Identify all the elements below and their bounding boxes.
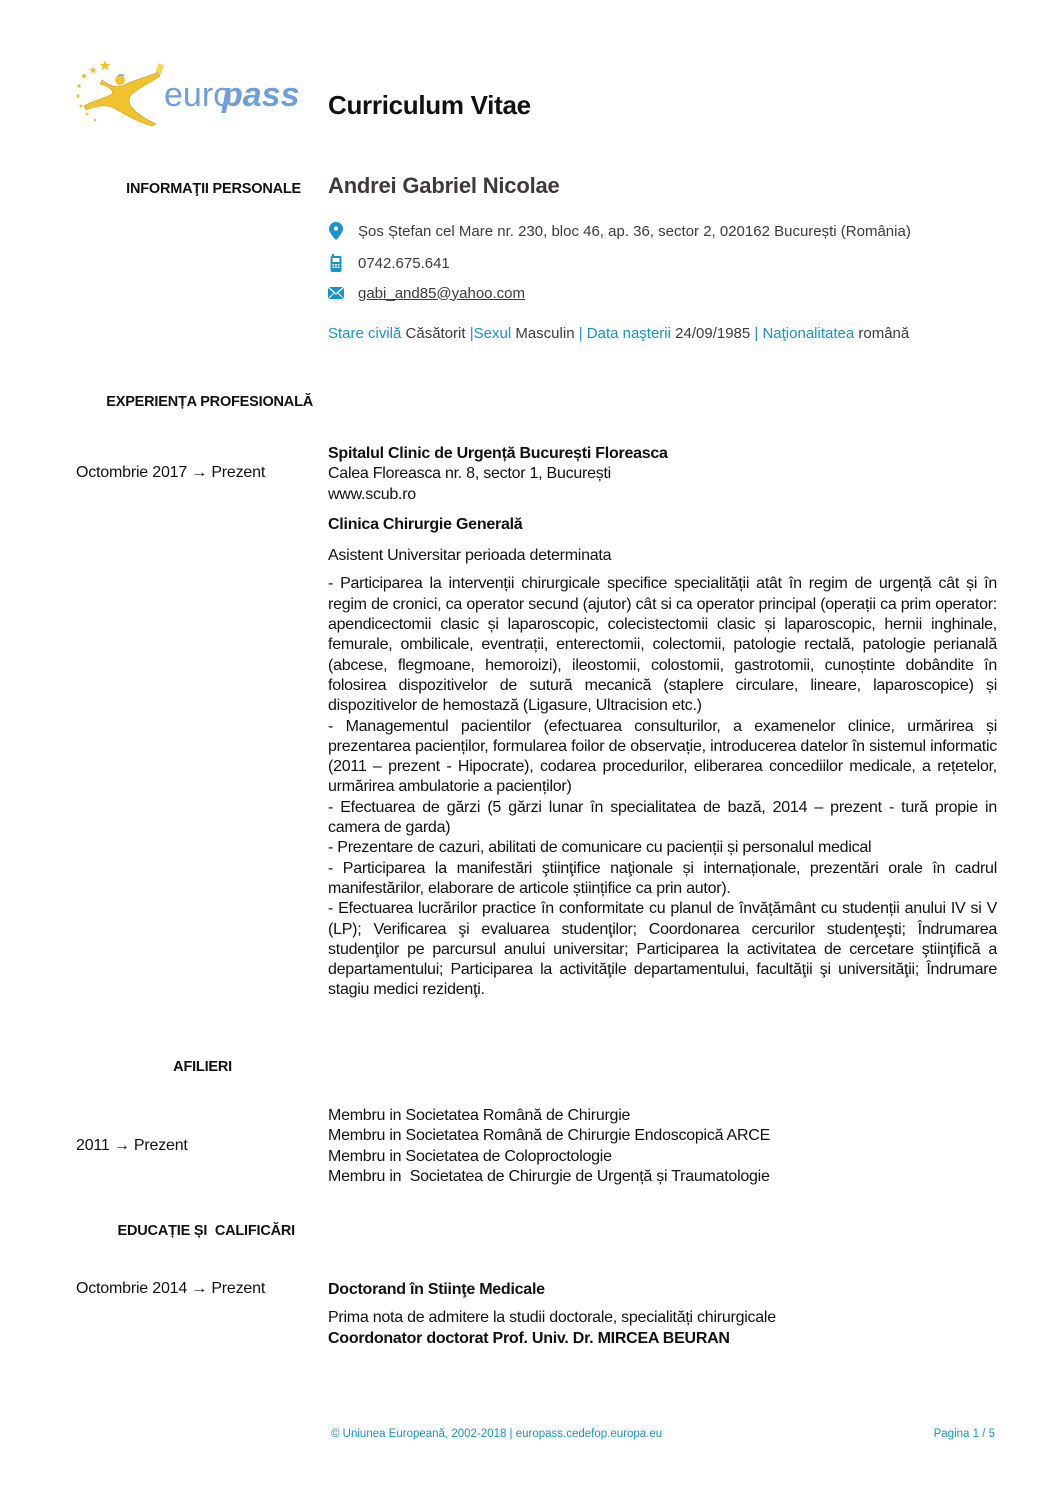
section-title-education: EDUCAȚIE ȘI CALIFICĂRI [117,1223,295,1239]
affiliation-item: Membru in Societatea de Coloproctologie [328,1147,612,1165]
duties-list [328,574,997,1000]
contact-address [328,220,911,242]
phone-text: 0742.675.641 [358,254,450,272]
person-name: Andrei Gabriel Nicolae [328,173,560,198]
email-link[interactable]: gabi_and85@yahoo.com [358,284,526,302]
separator: | [574,325,587,342]
section-title-personal: INFORMAŢII PERSONALE [126,181,301,197]
experience-period: Octombrie 2017 → Prezent [76,464,266,481]
section-title-affiliations: AFILIERI [173,1059,232,1075]
duty-item: - Efectuarea lucrărilor practice în conformitate cu planul de învățământ cu studenții anului IV si V (LP); Verificarea şi evaluarea studenţilor; Coordonarea cercurilor studenţeşti; Îndrumarea studenţilor pe parcursul anului universitar; Participarea la activitatea de cercetare ştiinţifică a departamentului; Participarea la activităţile departamentului, facultăţii şi universităţii; Îndrumare stagiu medici rezidenţi. [328,900,997,999]
duty-item: - Prezentare de cazuri, abilitati de comunicare cu pacienții și personalul medical [328,839,872,857]
europass-figure-icon [72,58,304,130]
civil-status-label: Stare civilă [328,325,402,342]
affiliation-item: Membru in Societatea Română de Chirurgie Endoscopică ARCE [328,1127,770,1145]
employer-name: Spitalul Clinic de Urgență București Floreasca [328,445,668,462]
employer-address: Calea Floreasca nr. 8, sector 1, București [328,465,611,483]
education-period: Octombrie 2014 → Prezent [76,1280,266,1297]
nationality-value: română [858,325,910,342]
birth-date-value: 24/09/1985 [675,325,751,342]
separator: | [465,325,474,342]
duty-item: - Participarea la intervenții chirurgicale specifice specialității atât în regim de urgență cât și în regim de cronici, ca operator secund (ajutor) cât si ca operator principal (operații ca prim operator: apendicectomii clasic și laparoscopic, colecistectomii clasic și laparoscopic, hernii inghinale, femurale, ombilicale, eventrații, enterectomii, colectomii, patologie rectală, patologie perianală (abcese, flegmoane, hemoroizi), ileostomii, colostomii, gastrotomii, cunoștinte dobândite în folosirea dispozitivelor de sutură mecanică (staplere circulare, lineare, laparoscopice) și dispozitivelor de hemostază (Ligasure, Ultracision etc.) [328,575,997,715]
contact-phone [328,252,450,274]
affiliations-list [328,1106,997,1187]
duty-item: - Efectuarea de gărzi (5 gărzi lunar în specialitatea de bază, 2014 – prezent - tură propie in camera de garda) [328,798,997,837]
education-entry [328,1280,997,1349]
sex-value: Masculin [515,325,575,342]
birth-date-label: Data naşterii [586,325,671,342]
duty-item: - Managementul pacientilor (efectuarea consulturilor, a examenelor clinice, urmărirea și prezentarea pacienților, formularea foilor de observație, introducerea datelor în sistemul informatic (2011 – prezent - Hipocrate), codarea procedurilor, eliberarea concediilor medicale, a rețetelor, urmărirea ambulatorie a pacienților) [328,717,997,796]
footer-copyright: © Uniunea Europeană, 2002-2018 | europass.cedefop.europa.eu [331,1428,663,1440]
map-pin-icon [328,222,344,240]
department: Clinica Chirurgie Generală [328,515,523,533]
logo-text-pass: pass [222,76,300,114]
civil-status-value: Căsătorit [405,325,466,342]
separator: | [750,325,763,342]
envelope-icon [328,284,344,302]
education-title: Doctorand în Stiinţe Medicale [328,1281,545,1298]
contact-email [328,282,525,304]
page-title: Curriculum Vitae [328,90,531,120]
page-number: Pagina 1 / 5 [933,1428,995,1440]
education-coordinator: Coordonator doctorat Prof. Univ. Dr. MIRCEA BEURAN [328,1329,730,1347]
employer-website: www.scub.ro [328,485,416,503]
address-text: Șos Ștefan cel Mare nr. 230, bloc 46, ap. 36, sector 2, 020162 București (România) [358,222,911,240]
mobile-phone-icon [328,254,344,272]
affiliation-item: Membru in Societatea de Chirurgie de Urgență și Traumatologie [328,1167,770,1185]
duty-item: - Participarea la manifestări ştiinţifice naţionale și internaționale, prezentări orale în cadrul manifestărilor, elaborare de articole științifice ca prin autor). [328,859,997,897]
affiliation-item: Membru in Societatea Română de Chirurgie [328,1107,631,1124]
sex-label: Sexul [473,325,512,342]
section-title-experience: EXPERIENȚA PROFESIONALĂ [106,394,313,410]
personal-details [328,325,909,342]
position: Asistent Universitar perioada determinata [328,547,612,565]
experience-entry [328,444,997,1001]
nationality-label: Naţionalitatea [762,325,855,342]
logo-text-euro: euro [164,76,233,114]
education-description: Prima nota de admitere la studii doctorale, specialități chirurgicale [328,1309,776,1327]
europass-logo [72,58,304,130]
affiliations-period: 2011 → Prezent [76,1137,188,1154]
